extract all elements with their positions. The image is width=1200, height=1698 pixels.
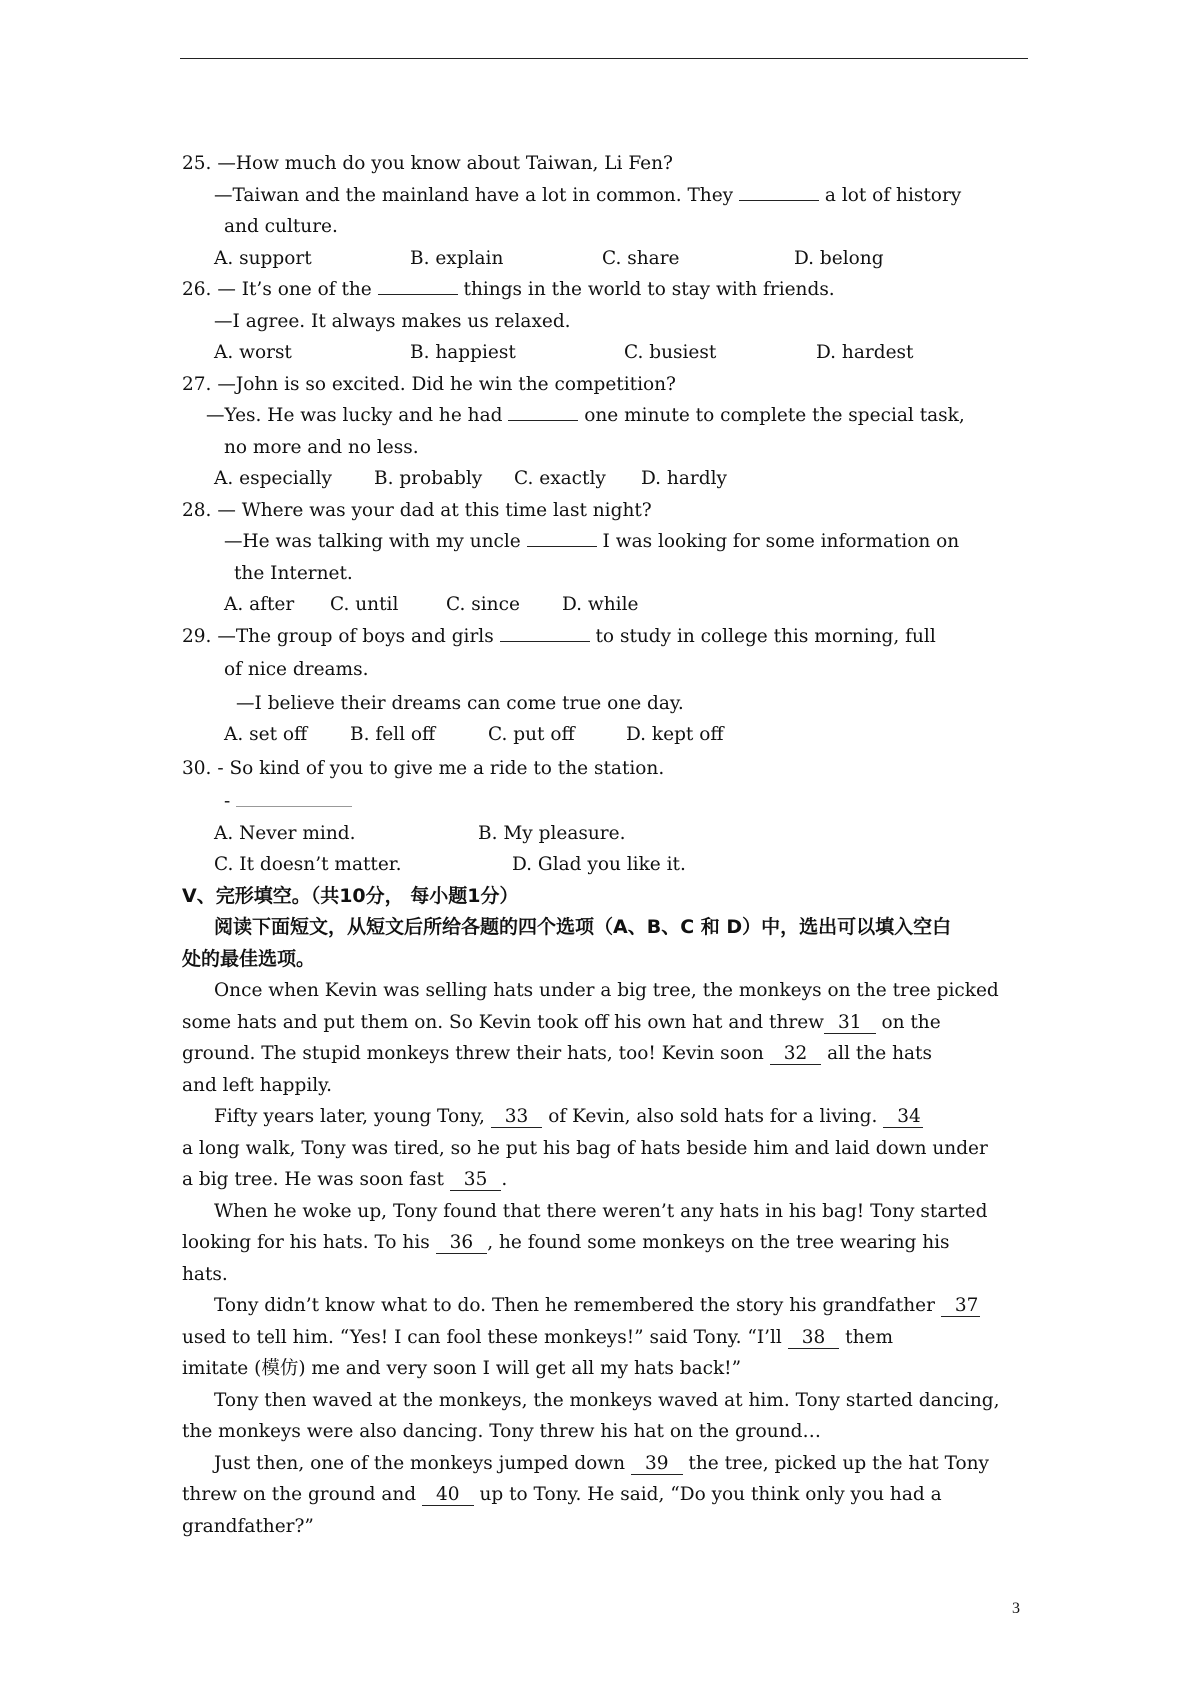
- option-a: A. worst: [214, 342, 292, 363]
- question-text: of nice dreams.: [224, 659, 369, 680]
- option-b: B. fell off: [350, 724, 436, 745]
- question-26: [182, 274, 1027, 369]
- passage-text: threw on the ground and: [182, 1484, 417, 1505]
- passage-text: looking for his hats. To his: [182, 1232, 430, 1253]
- question-text: —How much do you know about Taiwan, Li Fen?: [217, 153, 673, 174]
- question-28: [182, 495, 1027, 621]
- passage-line: [182, 1227, 1027, 1259]
- option-d: D. while: [562, 594, 639, 615]
- passage-line: a long walk, Tony was tired, so he put his bag of hats beside him and laid down under: [182, 1137, 988, 1159]
- passage-text: the tree, picked up the hat Tony: [688, 1452, 989, 1474]
- question-text: —I agree. It always makes us relaxed.: [214, 310, 571, 332]
- passage-line: hats.: [182, 1263, 228, 1285]
- option-c: C. put off: [488, 724, 575, 745]
- passage-text: some hats and put them on. So Kevin took off his own hat and threw: [182, 1011, 824, 1033]
- passage-text: up to Tony. He said, “Do you think only you had a: [479, 1484, 942, 1505]
- option-b: C. until: [330, 594, 399, 615]
- passage-text: Fifty years later, young Tony,: [214, 1106, 485, 1127]
- passage-line: Tony then waved at the monkeys, the monkeys waved at him. Tony started dancing,: [214, 1389, 1000, 1411]
- passage-line: [182, 1290, 1027, 1322]
- passage-line: the monkeys were also dancing. Tony threw his hat on the ground…: [182, 1421, 821, 1442]
- question-text: the Internet.: [234, 562, 353, 584]
- question-number: 26.: [182, 279, 212, 300]
- blank-35: 35: [450, 1169, 502, 1191]
- section-instruction-cont: 处的最佳选项。: [182, 947, 316, 970]
- question-text: —Taiwan and the mainland have a lot in common. They: [214, 184, 734, 206]
- passage-text: used to tell him. “Yes! I can fool these monkeys!” said Tony. “I’ll: [182, 1326, 782, 1348]
- option-b: B. happiest: [410, 342, 516, 363]
- question-30: [182, 753, 1027, 881]
- passage-text: a big tree. He was soon fast: [182, 1169, 444, 1190]
- passage-line: [182, 1164, 1027, 1196]
- page-content: [182, 148, 1027, 1542]
- passage-text: Tony didn’t know what to do. Then he remembered the story his grandfather: [214, 1295, 935, 1316]
- question-text: to study in college this morning, full: [595, 625, 936, 647]
- question-text: no more and no less.: [224, 436, 419, 458]
- option-d: D. hardest: [816, 342, 914, 363]
- question-text: a lot of history: [824, 184, 962, 206]
- passage-line: [182, 1322, 1027, 1354]
- option-d: D. belong: [794, 247, 884, 269]
- blank-38: 38: [788, 1327, 840, 1349]
- question-text: -: [224, 791, 231, 812]
- question-text: —The group of boys and girls: [217, 625, 494, 647]
- answer-blank: [527, 526, 597, 547]
- question-text: —Yes. He was lucky and he had: [206, 405, 503, 426]
- passage-line: When he woke up, Tony found that there weren’t any hats in his bag! Tony started: [214, 1200, 988, 1222]
- question-text: things in the world to stay with friends.: [463, 279, 835, 300]
- options-row: [182, 243, 1027, 275]
- option-d: D. kept off: [626, 724, 724, 745]
- blank-39: 39: [631, 1453, 683, 1475]
- blank-40: 40: [422, 1484, 474, 1506]
- cloze-passage: [182, 975, 1027, 1542]
- header-rule: [180, 58, 1028, 59]
- answer-blank: [500, 621, 590, 642]
- option-b: B. probably: [374, 468, 483, 489]
- option-b: B. explain: [410, 247, 504, 269]
- question-number: 25.: [182, 153, 212, 174]
- options-row: [182, 337, 1027, 369]
- passage-line: imitate (模仿) me and very soon I will get all my hats back!”: [182, 1358, 742, 1379]
- question-25: [182, 148, 1027, 274]
- section-heading: Ⅴ、完形填空。（共10分， 每小题1分）: [182, 884, 519, 907]
- option-a: A. especially: [214, 468, 332, 489]
- answer-blank: [508, 400, 578, 421]
- question-text: and culture.: [224, 216, 338, 237]
- options-row: [182, 849, 1027, 881]
- passage-text: ground. The stupid monkeys threw their hats, too! Kevin soon: [182, 1043, 764, 1064]
- options-row: [182, 463, 1027, 495]
- answer-blank: [236, 786, 352, 807]
- blank-33: 33: [491, 1106, 543, 1128]
- question-text: —I believe their dreams can come true one day.: [236, 692, 684, 714]
- passage-text: them: [845, 1326, 894, 1348]
- option-a: A. support: [214, 247, 312, 269]
- section-instruction: 阅读下面短文，从短文后所给各题的四个选项（A、B、C 和 D）中，选出可以填入空白: [214, 916, 952, 938]
- blank-36: 36: [436, 1232, 488, 1254]
- passage-line: [182, 1038, 1027, 1070]
- passage-text: , he found some monkeys on the tree wearing his: [487, 1232, 950, 1253]
- options-row: [182, 719, 1027, 751]
- blank-32: 32: [770, 1043, 822, 1065]
- question-number: 28.: [182, 499, 212, 521]
- option-c: C. exactly: [514, 468, 606, 489]
- question-27: [182, 369, 1027, 495]
- question-text: —John is so excited. Did he win the competition?: [217, 373, 676, 395]
- passage-line: grandfather?”: [182, 1515, 314, 1537]
- question-text: — It’s one of the: [217, 279, 372, 300]
- option-a: A. set off: [224, 724, 308, 745]
- passage-line: [182, 1101, 1027, 1133]
- answer-blank: [739, 180, 819, 201]
- passage-line: Once when Kevin was selling hats under a big tree, the monkeys on the tree picked: [214, 980, 999, 1001]
- blank-37: 37: [941, 1295, 981, 1317]
- question-number: 29.: [182, 625, 212, 647]
- answer-blank: [378, 274, 458, 295]
- page-number: 3: [1012, 1600, 1020, 1617]
- question-number: 27.: [182, 373, 212, 395]
- option-c: C. since: [446, 594, 520, 615]
- option-c: C. busiest: [624, 342, 717, 363]
- passage-text: of Kevin, also sold hats for a living.: [548, 1106, 878, 1127]
- question-text: —He was talking with my uncle: [224, 531, 521, 552]
- question-number: 30.: [182, 757, 212, 779]
- option-c: C. share: [602, 247, 680, 269]
- blank-34: 34: [883, 1106, 923, 1128]
- option-c: C. It doesn’t matter.: [214, 854, 402, 875]
- blank-31: 31: [824, 1012, 876, 1034]
- option-a: A. after: [224, 594, 295, 615]
- passage-line: and left happily.: [182, 1074, 333, 1096]
- question-text: I was looking for some information on: [602, 531, 960, 552]
- passage-line: [182, 1479, 1027, 1511]
- options-row: [182, 818, 1027, 850]
- passage-text: on the: [881, 1011, 941, 1033]
- option-b: B. My pleasure.: [478, 822, 626, 844]
- option-d: D. Glad you like it.: [512, 854, 686, 875]
- question-text: - So kind of you to give me a ride to the station.: [217, 757, 665, 779]
- question-29: [182, 621, 1027, 751]
- passage-line: [182, 1007, 1027, 1039]
- question-text: one minute to complete the special task,: [584, 405, 965, 426]
- passage-text: all the hats: [827, 1043, 932, 1064]
- passage-text: Just then, one of the monkeys jumped down: [214, 1452, 626, 1474]
- passage-text: .: [501, 1169, 508, 1190]
- passage-line: [182, 1448, 1027, 1480]
- option-d: D. hardly: [641, 468, 727, 489]
- question-text: — Where was your dad at this time last night?: [217, 499, 652, 521]
- option-a: A. Never mind.: [214, 822, 356, 844]
- options-row: [182, 589, 1027, 621]
